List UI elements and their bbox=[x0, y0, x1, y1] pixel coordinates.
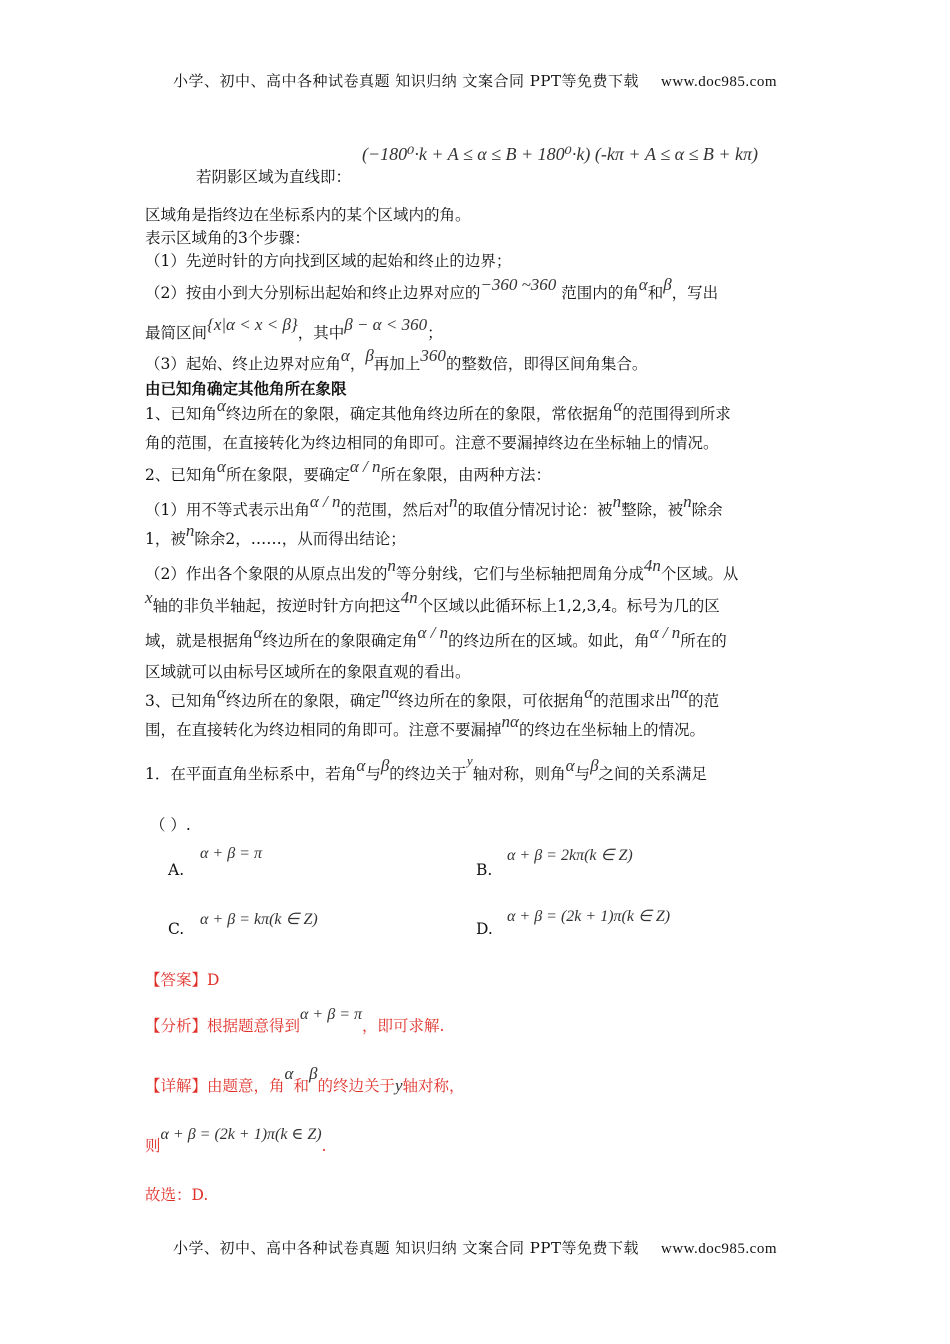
question-paren: （ ）. bbox=[150, 816, 191, 834]
footer-site[interactable]: www.doc985.com bbox=[660, 1241, 777, 1257]
option-d-label[interactable]: D. bbox=[476, 920, 493, 938]
choose-line: 故选：D. bbox=[145, 1186, 209, 1204]
header-text: 小学、初中、高中各种试卷真题 知识归纳 文案合同 PPT等免费下载 bbox=[172, 72, 639, 90]
region-step1: （1）先逆时针的方向找到区域的起始和终止的边界； bbox=[145, 252, 512, 270]
option-b-math: α + β = 2kπ(k ∈ Z) bbox=[507, 847, 633, 864]
p1-line1: 1、已知角α终边所在的象限，确定其他角终边所在的象限，常依据角α的范围得到所求 bbox=[145, 396, 731, 423]
m2-line1: （2）作出各个象限的从原点出发的n等分射线，它们与坐标轴把周角分成4n个区域。从 bbox=[145, 556, 739, 583]
section-title: 由已知角确定其他角所在象限 bbox=[145, 379, 347, 398]
region-definition: 区域角是指终边在坐标系内的某个区域内的角。 bbox=[145, 206, 471, 224]
intro-formula: (−180⁰·k + A ≤ α ≤ B + 180⁰·k) (-kπ + A ≤ α ≤ B + kπ) bbox=[362, 144, 759, 164]
region-steps-title: 表示区域角的3个步骤： bbox=[145, 229, 310, 247]
option-b-label[interactable]: B. bbox=[476, 861, 493, 879]
page-footer bbox=[0, 1237, 950, 1258]
m2-line3: 域，就是根据角α终边所在的象限确定角α / n的终边所在的区域。如此，角α / n所在的 bbox=[145, 623, 727, 650]
intro-line-label: 若阴影区域为直线即： bbox=[196, 168, 352, 186]
question-stem: 1．在平面直角坐标系中，若角α与β的终边关于$^y$轴对称，则角α与β之间的关系满足 bbox=[145, 753, 708, 783]
option-a-math: α + β = π bbox=[200, 845, 262, 862]
m2-line2: x轴的非负半轴起，按逆时针方向把这4n个区域以此循环标上1,2,3,4。标号为几的区 bbox=[145, 588, 720, 615]
option-a-label[interactable]: A. bbox=[168, 861, 185, 879]
footer-text: 小学、初中、高中各种试卷真题 知识归纳 文案合同 PPT等免费下载 bbox=[172, 1239, 639, 1257]
m1-line2: 1，被n除余2，……，从而得出结论； bbox=[145, 521, 406, 548]
p3-line1: 3、已知角α终边所在的象限，确定nα终边所在的象限，可依据角α的范围求出nα的范 bbox=[145, 683, 720, 710]
m1-line1: （1）用不等式表示出角α / n的范围，然后对n的取值分情况讨论：被n整除，被n除余 bbox=[145, 492, 723, 519]
option-c-math: α + β = kπ(k ∈ Z) bbox=[200, 911, 318, 928]
region-step2-line2: 最简区间{x|α < x < β}，其中β − α < 360； bbox=[145, 315, 443, 342]
region-step3: （3）起始、终止边界对应角α，β再加上360的整数倍，即得区间角集合。 bbox=[145, 346, 648, 373]
option-c-label[interactable]: C. bbox=[168, 920, 185, 938]
option-d-math: α + β = (2k + 1)π(k ∈ Z) bbox=[507, 908, 671, 925]
analysis-line: 【分析】根据题意得到α + β = π，即可求解. bbox=[145, 1006, 445, 1035]
p1-line2: 角的范围，在直接转化为终边相同的角即可。注意不要漏掉终边在坐标轴上的情况。 bbox=[145, 434, 719, 452]
then-line: 则α + β = (2k + 1)π(k ∈ Z). bbox=[145, 1126, 327, 1155]
p3-line2: 围，在直接转化为终边相同的角即可。注意不要漏掉nα的终边在坐标轴上的情况。 bbox=[145, 712, 705, 739]
page-header bbox=[0, 70, 950, 91]
region-step2-line1: （2）按由小到大分别标出起始和终止边界对应的−360 ~360 范围内的角α和β，写出 bbox=[145, 275, 719, 302]
p2-line: 2、已知角α所在象限，要确定α / n所在象限，由两种方法： bbox=[145, 457, 551, 484]
m2-line4: 区域就可以由标号区域所在的象限直观的看出。 bbox=[145, 663, 471, 681]
detail-line: 【详解】由题意，角α和β的终边关于y轴对称， bbox=[145, 1064, 465, 1095]
header-site[interactable]: www.doc985.com bbox=[660, 74, 777, 90]
answer-line: 【答案】D bbox=[145, 971, 220, 989]
intro-formula-line bbox=[362, 144, 758, 165]
